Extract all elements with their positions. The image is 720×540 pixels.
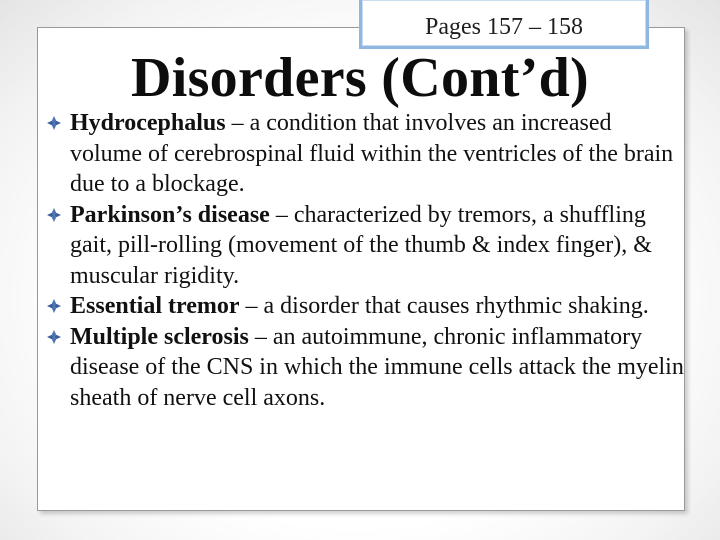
diamond-bullet-icon	[46, 329, 62, 345]
page-reference-text: Pages 157 – 158	[425, 13, 583, 40]
bullet-item-multiple-sclerosis	[46, 322, 686, 414]
bullet-item-hydrocephalus	[46, 108, 686, 200]
slide-title: Disorders (Cont’d)	[130, 47, 590, 109]
bullet-term: Hydrocephalus	[70, 110, 226, 136]
diamond-bullet-icon	[46, 298, 62, 314]
diamond-bullet-icon	[46, 115, 62, 131]
page-reference-tag	[359, 0, 649, 49]
bullet-list	[46, 108, 686, 413]
bullet-term: Parkinson’s disease	[70, 201, 270, 228]
bullet-term: Essential tremor	[70, 293, 240, 319]
bullet-item-essential-tremor	[46, 291, 686, 322]
bullet-item-parkinsons	[46, 200, 686, 292]
bullet-text: – characterized by tremors, a shuffling gait, pill-rolling (movement of the thumb & index finger), & muscular rigidity.	[70, 201, 652, 289]
diamond-bullet-icon	[46, 207, 62, 223]
bullet-text: – an autoimmune, chronic inflammatory disease of the CNS in which the immune cells attack the myelin sheath of nerve cell axons.	[70, 323, 684, 411]
bullet-text: – a condition that involves an increased volume of cerebrospinal fluid within the ventricles of the brain due to a blockage.	[70, 110, 674, 197]
bullet-term: Multiple sclerosis	[70, 323, 249, 350]
bullet-text: – a disorder that causes rhythmic shaking.	[239, 293, 649, 319]
